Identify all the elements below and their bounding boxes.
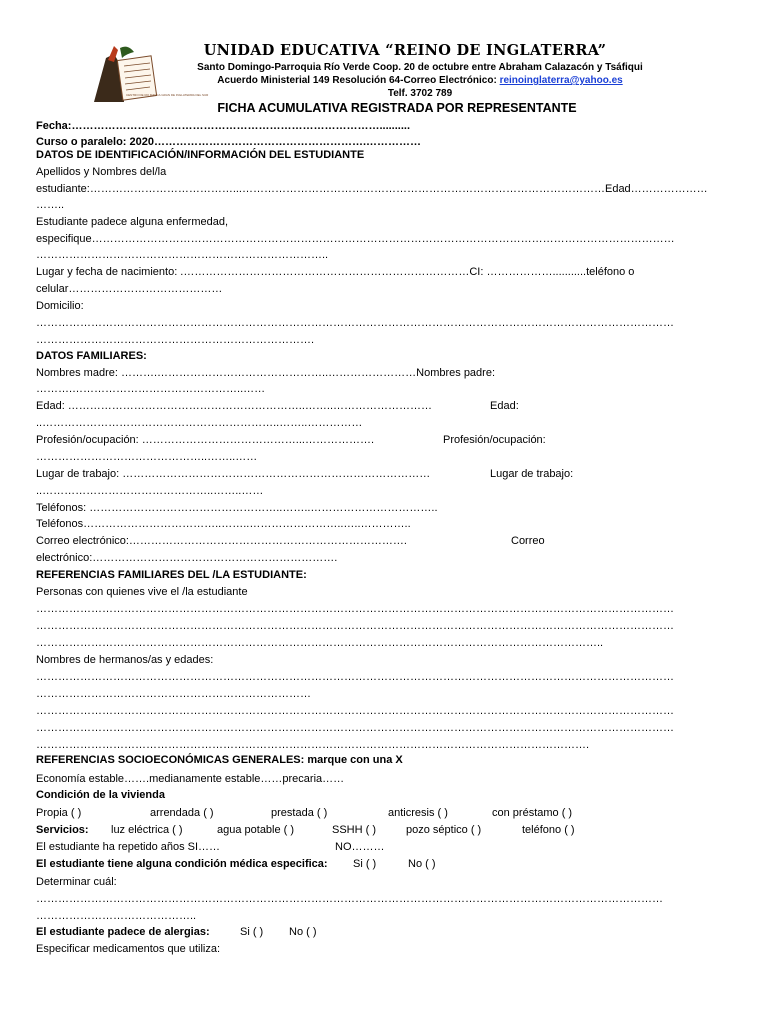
condicion-medica-label: El estudiante tiene alguna condición médica especifica: [36, 858, 328, 870]
hermanos-field-4[interactable]: ………………………………………………………………………………………………………………………………………………………… [36, 722, 674, 734]
madre-field[interactable]: Nombres madre: ……….………………………………………..……………………Nombres padre: [36, 367, 496, 379]
servicio-telefono-option[interactable]: teléfono ( ) [522, 824, 575, 836]
enfermedad-label: Estudiante padece alguna enfermedad, [36, 216, 229, 228]
servicios-label: Servicios: [36, 824, 89, 836]
domicilio-field-cont[interactable]: …………………………………………………………………. [36, 334, 315, 346]
alergias-label: El estudiante padece de alergias: [36, 926, 210, 938]
profesion-padre-field[interactable]: ………………………………………..……..…… [36, 451, 258, 463]
svg-text:CENTRO DE RO MARCA GRAN DE ING: CENTRO DE RO MARCA GRAN DE INGLATERRA DEL SUR [126, 93, 209, 97]
telefonos-padre-field[interactable]: Teléfonos………………………………..……..……………………..…..………….. [36, 518, 411, 530]
padre-field[interactable]: ……….………………………………………..…… [36, 383, 266, 395]
condicion-medica-no[interactable]: No ( ) [408, 858, 436, 870]
condicion-medica-si[interactable]: Si ( ) [353, 858, 377, 870]
vive-field-3[interactable]: ……………………………………………………………………………………………………………………………………….. [36, 637, 604, 649]
trabajo-padre-field[interactable]: ..………………………………………..……..…… [36, 485, 264, 497]
trabajo-madre-field[interactable]: Lugar de trabajo: ………………………………………………………………………… [36, 468, 431, 480]
vivienda-propia-option[interactable]: Propia ( ) [36, 807, 82, 819]
section-familiares: DATOS FAMILIARES: [36, 350, 147, 362]
school-agreement: Acuerdo Ministerial 149 Resolución 64-Correo Electrónico: reinoinglaterra@yahoo.es [217, 75, 623, 86]
especifique-field[interactable]: especifique…………………………………………………………………………………………………………………………………………… [36, 233, 675, 245]
nacimiento-field[interactable]: Lugar y fecha de nacimiento: .……………………………………………………………………CI: ………………...........teléfono o [36, 266, 635, 278]
servicio-agua-option[interactable]: agua potable ( ) [217, 824, 295, 836]
hermanos-field-5[interactable]: ……………………………………………………………………………………………………………………………………. [36, 739, 590, 751]
servicio-pozo-option[interactable]: pozo séptico ( ) [406, 824, 482, 836]
domicilio-label: Domicilio: [36, 300, 84, 312]
determinar-field-1[interactable]: ……………………………………………………………………………………………………………………………………………………… [36, 893, 663, 905]
edad-madre-field[interactable]: Edad: ………………………………………………………..……..……………………… [36, 400, 433, 412]
correo-padre-field[interactable]: electrónico:…………………………………………………………. [36, 552, 338, 564]
section-socioeconomicas: REFERENCIAS SOCIOECONÓMICAS GENERALES: marque con una X [36, 754, 403, 766]
profesion-madre-field[interactable]: Profesión/ocupación: ……………………………………...………………. [36, 434, 375, 446]
vivienda-label: Condición de la vivienda [36, 789, 165, 801]
correo-padre-label: Correo [511, 535, 545, 547]
servicio-sshh-option[interactable]: SSHH ( ) [332, 824, 376, 836]
hermanos-field-3[interactable]: ………………………………………………………………………………………………………………………………………………………… [36, 705, 674, 717]
repetido-si-field[interactable]: El estudiante ha repetido años SI…… [36, 841, 221, 853]
form-title: FICHA ACUMULATIVA REGISTRADA POR REPRESENTANTE [217, 101, 577, 115]
alergias-no[interactable]: No ( ) [289, 926, 317, 938]
servicio-luz-option[interactable]: luz eléctrica ( ) [111, 824, 183, 836]
hermanos-field-2[interactable]: ………………………………………………………………… [36, 688, 311, 700]
correo-madre-field[interactable]: Correo electrónico:…………………………………………………………………. [36, 535, 407, 547]
hermanos-field-1[interactable]: ………………………………………………………………………………………………………………………………………………………… [36, 671, 674, 683]
domicilio-field[interactable]: ………………………………………………………………………………………………………………………………………………………… [36, 317, 674, 329]
celular-field[interactable]: celular…………………………………… [36, 283, 223, 295]
edad-padre-field[interactable]: ..………………………………………………………..……..…………… [36, 417, 363, 429]
determinar-field-2[interactable]: …………………………………….. [36, 910, 197, 922]
trabajo-padre-label: Lugar de trabajo: [490, 468, 574, 480]
vivienda-arrendada-option[interactable]: arrendada ( ) [150, 807, 214, 819]
school-address: Santo Domingo-Parroquia Río Verde Coop. 20 de octubre entre Abraham Calazacón y Tsáfiqui [197, 62, 643, 73]
fecha-field[interactable]: Fecha:………………………………………………………………………….......... [36, 120, 411, 132]
medicamentos-label: Especificar medicamentos que utiliza: [36, 943, 221, 955]
section-identificacion: DATOS DE IDENTIFICACIÓN/INFORMACIÓN DEL ESTUDIANTE [36, 149, 365, 161]
repetido-no-field[interactable]: NO……… [335, 841, 385, 853]
hermanos-label: Nombres de hermanos/as y edades: [36, 654, 214, 666]
vivienda-prestada-option[interactable]: prestada ( ) [271, 807, 328, 819]
section-referencias: REFERENCIAS FAMILIARES DEL /LA ESTUDIANTE: [36, 569, 307, 581]
school-name: UNIDAD EDUCATIVA “REINO DE INGLATERRA” [203, 42, 607, 59]
vivienda-anticresis-option[interactable]: anticresis ( ) [388, 807, 448, 819]
estudiante-field[interactable]: estudiante:…………………………………...………………………………………………………………………………………Edad………………… [36, 183, 708, 195]
telefonos-madre-field[interactable]: Teléfonos: ……………………………………………..……..…………………………….. [36, 502, 438, 514]
edad-padre-label: Edad: [490, 400, 519, 412]
vive-label: Personas con quienes vive el /la estudiante [36, 586, 248, 598]
especifique-field-cont[interactable]: …………………………………………………………………….. [36, 249, 329, 261]
determinar-label: Determinar cuál: [36, 876, 117, 888]
curso-field[interactable]: Curso o paralelo: 2020………………………………………………….…………… [36, 136, 422, 148]
economia-field[interactable]: Economía estable…….medianamente estable……precaria…… [36, 773, 345, 785]
school-phone: Telf. 3702 789 [387, 88, 453, 99]
vive-field-1[interactable]: ………………………………………………………………………………………………………………………………………………………… [36, 603, 674, 615]
vivienda-prestamo-option[interactable]: con préstamo ( ) [492, 807, 573, 819]
school-email-link[interactable]: reinoinglaterra@yahoo.es [499, 75, 623, 86]
apellidos-label: Apellidos y Nombres del/la [36, 166, 167, 178]
vive-field-2[interactable]: ………………………………………………………………………………………………………………………………………………………… [36, 620, 674, 632]
alergias-si[interactable]: Si ( ) [240, 926, 264, 938]
estudiante-field-cont[interactable]: …….. [36, 199, 65, 211]
profesion-padre-label: Profesión/ocupación: [443, 434, 546, 446]
